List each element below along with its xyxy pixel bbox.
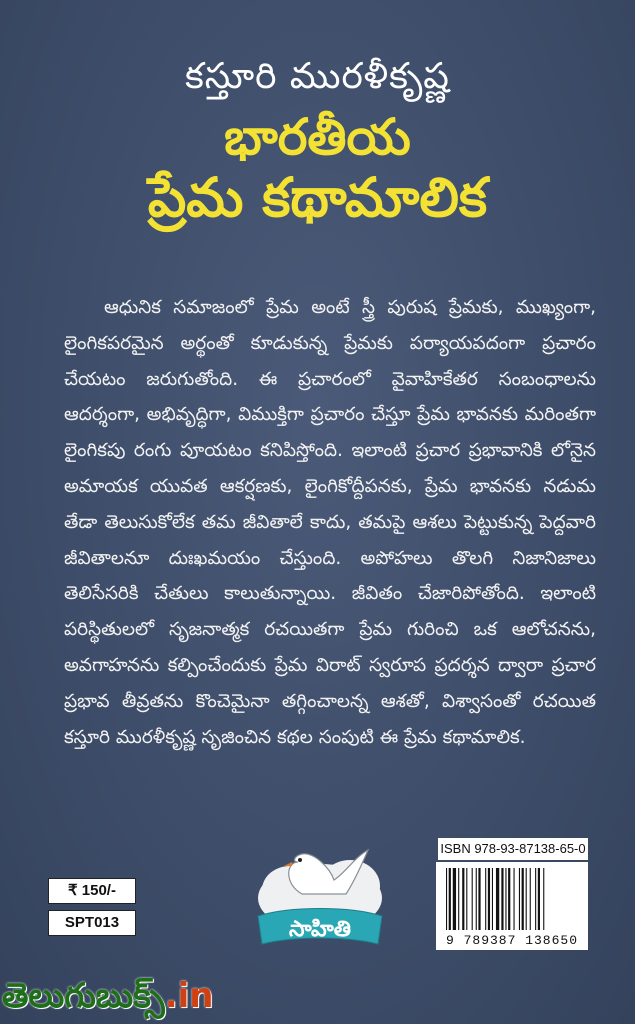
barcode-bar: [501, 868, 503, 930]
author-name: కస్తూరి మురళీకృష్ణ: [185, 56, 450, 97]
barcode-bar: [492, 868, 493, 930]
watermark-tld: .in: [164, 976, 214, 1016]
barcode-bar: [485, 868, 486, 930]
book-title-line-1: భారతీయ: [224, 108, 411, 166]
book-title-line-2: ప్రేమ కథామాలిక: [147, 166, 488, 229]
barcode-bar: [449, 868, 451, 930]
watermark-main: తెలుగుబుక్స్: [2, 976, 165, 1016]
barcode-bar: [478, 868, 480, 930]
barcode-bar: [462, 868, 464, 930]
barcode-bar: [526, 868, 527, 930]
price-label: ₹ 150/-: [48, 878, 136, 904]
site-watermark: [2, 968, 214, 1024]
blurb-paragraph: ఆధునిక సమాజంలో ప్రేమ అంటే స్త్రీ పురుష ప్రేమకు, ముఖ్యంగా, లైంగికపరమైన అర్థంతో కూడుకున్న ప్రేమకు పర్యాయపదంగా ప్రచారం చేయటం జరుగుతోంది. ఈ ప్రచారంలో వైవాహికేతర సంబంధాలను ఆదర్శంగా, అభివృద్ధిగా, విముక్తిగా ప్రచారం చేస్తూ ప్రేమ భావనకు మరింతగా లైంగికపు రంగు పూయటం కనిపిస్తోంది. ఇలాంటి ప్రచార ప్రభావానికి లోనైన అమాయక యువత ఆకర్షణకు, లైంగికోద్దీపనకు, ప్రేమ భావనకు నడుమ తేడా తెలుసుకోలేక తమ జీవితాలే కాదు, తమపై ఆశలు పెట్టుకున్న పెద్దవారి జీవితాలనూ దుఃఖమయం చేస్తుంది. అపోహలు తొలగి నిజానిజాలు తెలిసేసరికి చేతులు కాలుతున్నాయి. జీవితం చేజారిపోతోంది. ఇలాంటి పరిస్థితులలో సృజనాత్మక రచయితగా ప్రేమ గురించి ఒక ఆలోచనను, అవగాహనను కల్పించేందుకు ప్రేమ విరాట్ స్వరూప ప్రదర్శన ద్వారా ప్రచార ప్రభావ తీవ్రతను కొంచెమైనా తగ్గించాలన్న ఆశతో, విశ్వాసంతో రచయిత కస్తూరి మురళీకృష్ణ సృజించిన కథల సంపుటి ఈ ప్రేమ కథామాలిక.: [64, 297, 596, 748]
barcode-bar: [505, 868, 506, 930]
barcode-bar: [535, 868, 536, 930]
barcode-bar: [466, 868, 467, 930]
product-code-label: SPT013: [48, 910, 136, 936]
barcode-bar: [508, 868, 510, 930]
barcode-bar: [453, 868, 456, 930]
barcode: [436, 862, 588, 950]
publisher-logo: [250, 832, 390, 952]
swan-cloud-icon: [250, 832, 390, 952]
barcode-bar: [538, 868, 540, 930]
barcode-bar: [488, 868, 490, 930]
barcode-bar: [543, 868, 544, 930]
barcode-bar: [496, 868, 499, 930]
barcode-digits: 9 789387 138650: [445, 933, 579, 948]
barcode-bar: [458, 868, 459, 930]
barcode-bar: [446, 868, 447, 930]
publisher-logo-text: సాహితి: [289, 917, 351, 942]
barcode-bar: [519, 868, 520, 930]
barcode-bars-icon: [446, 868, 578, 930]
isbn-label: ISBN 978-93-87138-65-0: [438, 838, 588, 860]
barcode-bar: [472, 868, 473, 930]
barcode-bar: [522, 868, 524, 930]
barcode-bar: [476, 868, 477, 930]
barcode-bar: [514, 868, 515, 930]
barcode-bar: [530, 868, 531, 930]
